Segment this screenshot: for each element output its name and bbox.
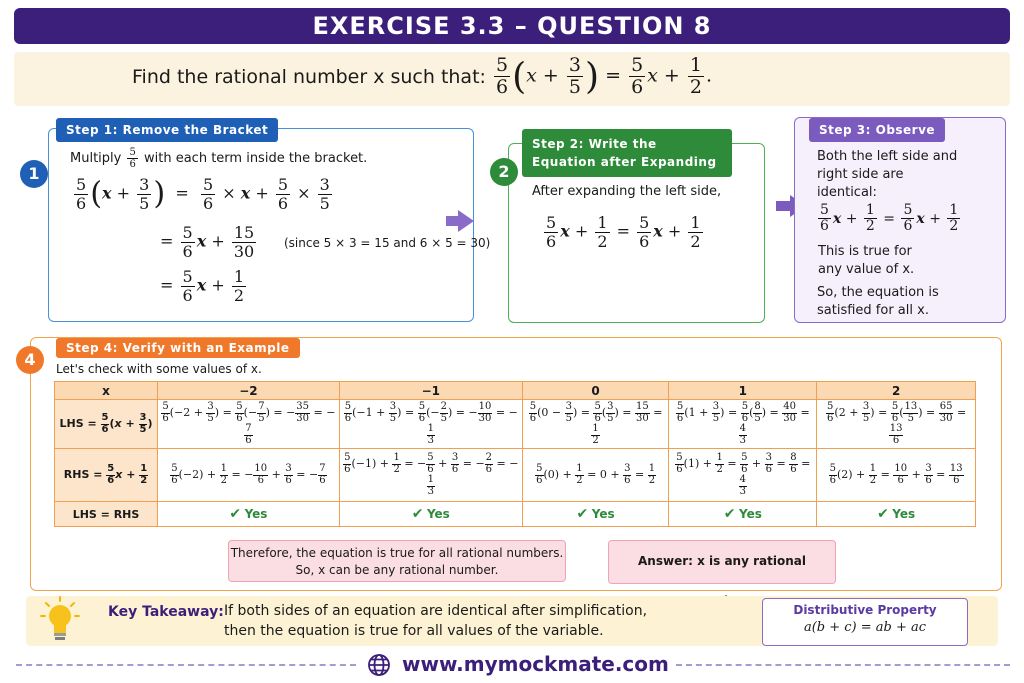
table-cell: ✔ Yes	[669, 502, 817, 527]
step3-line1: Both the left side and right side are identical:	[817, 149, 958, 200]
step3-line2: This is true for any value of x.	[818, 244, 915, 277]
step1-note: (since 5 × 3 = 15 and 6 × 5 = 30)	[284, 236, 491, 250]
problem-text: Find the rational number x such that:	[132, 66, 486, 88]
table-cell: $\frac{5}{6}$ (1 + $\frac{3}{5}$ ) = $\frac{5}{6}$ ( $\frac{8}{5}$ ) = $\frac{40}{30}$ = $\frac{4}{3}$	[669, 400, 817, 449]
table-header: −1	[339, 382, 522, 400]
table-cell: $\frac{5}{6}$ (−2 + $\frac{3}{5}$ ) = $\frac{5}{6}$ (− $\frac{7}{5}$ ) = − $\frac{35}{30}$ = − $\frac{7}{6}$	[158, 400, 340, 449]
table-cell: $\frac{5}{6}$ (−2) + $\frac{1}{2}$ = − $\frac{10}{6}$ + $\frac{3}{6}$ = − $\frac{7}{6}$	[158, 449, 340, 502]
arrow-right-icon	[776, 201, 791, 211]
check-icon: ✔	[723, 506, 736, 522]
table-header: 1	[669, 382, 817, 400]
step2-title: Step 2: Write the Equation after Expanding	[522, 129, 732, 177]
page-title: EXERCISE 3.3 – QUESTION 8	[14, 8, 1010, 44]
globe-icon	[367, 653, 391, 677]
footer-divider	[676, 664, 1010, 666]
table-cell: ✔ Yes	[522, 502, 669, 527]
table-cell: $\frac{5}{6}$ (2) + $\frac{1}{2}$ = $\frac{10}{6}$ + $\frac{3}{6}$ = $\frac{13}{6}$	[817, 449, 976, 502]
step1-expansion-line2: = $\frac{5}{6}$ x + $\frac{15}{30}$	[160, 223, 255, 261]
conclusion-line2: So, x can be any rational number.	[295, 563, 499, 577]
table-cell: $\frac{5}{6}$ (1) + $\frac{1}{2}$ = $\frac{5}{6}$ + $\frac{3}{6}$ = $\frac{8}{6}$ = $\frac{4}{3}$	[669, 449, 817, 502]
step4-number-badge: 4	[16, 346, 44, 374]
check-icon: ✔	[411, 506, 424, 522]
step4-title: Step 4: Verify with an Example	[56, 338, 300, 358]
takeaway-text-line2: then the equation is true for all values of the variable.	[224, 623, 604, 639]
step3-title: Step 3: Observe	[809, 118, 945, 142]
eq-row-label: LHS = RHS	[55, 502, 158, 527]
conclusion-line1: Therefore, the equation is true for all rational numbers.	[230, 546, 564, 560]
verification-table	[54, 381, 976, 527]
table-cell: ✔ Yes	[817, 502, 976, 527]
answer-box: Answer: x is any rational	[608, 540, 836, 584]
table-cell: $\frac{5}{6}$ (−1 + $\frac{3}{5}$ ) = $\frac{5}{6}$ (− $\frac{2}{5}$ ) = − $\frac{10}{30}$ = − $\frac{1}{3}$	[339, 400, 522, 449]
step1-expansion-line3: = $\frac{5}{6}$ x + $\frac{1}{2}$	[160, 267, 244, 305]
table-header: −2	[158, 382, 340, 400]
table-cell: ✔ Yes	[158, 502, 340, 527]
step1-number-badge: 1	[20, 160, 48, 188]
problem-panel	[14, 52, 1010, 106]
table-header: 0	[522, 382, 669, 400]
distributive-property-title: Distributive Property	[793, 603, 937, 617]
step4-intro: Let's check with some values of x.	[56, 362, 262, 376]
step3-line3: So, the equation is satisfied for all x.	[817, 285, 939, 318]
table-cell: $\frac{5}{6}$ (0 − $\frac{3}{5}$ ) = $\frac{5}{6}$ ( $\frac{3}{5}$ ) = $\frac{15}{30}$ = $\frac{1}{2}$	[522, 400, 669, 449]
table-cell: ✔ Yes	[339, 502, 522, 527]
takeaway-label: Key Takeaway:	[108, 604, 224, 620]
table-row	[55, 449, 976, 502]
step2-number-badge: 2	[490, 158, 518, 186]
check-icon: ✔	[576, 506, 589, 522]
rhs-row-label: RHS = $\frac{5}{6}$ x + $\frac{1}{2}$	[55, 449, 158, 502]
problem-equation: $\frac{5}{6}$ (x + $\frac{3}{5}$ ) = $\frac{5}{6}$ x + $\frac{1}{2}$ .	[496, 54, 713, 98]
check-icon: ✔	[877, 506, 889, 522]
table-cell: $\frac{5}{6}$ (2 + $\frac{3}{5}$ ) = $\frac{5}{6}$ ( $\frac{13}{5}$ ) = $\frac{65}{30}$ = $\frac{13}{6}$	[817, 400, 976, 449]
distributive-property-formula: a(b + c) = ab + ac	[803, 620, 927, 635]
takeaway-text-line1: If both sides of an equation are identical after simplification,	[224, 603, 648, 619]
step1-title: Step 1: Remove the Bracket	[56, 118, 278, 142]
footer-divider	[16, 664, 356, 666]
table-header: 2	[817, 382, 976, 400]
step1-intro: Multiply $\frac{5}{6}$ with each term inside the bracket.	[70, 147, 368, 170]
step3-equation: $\frac{5}{6}$ x + $\frac{1}{2}$ = $\frac{5}{6}$ x + $\frac{1}{2}$	[820, 202, 959, 235]
check-icon: ✔	[229, 506, 242, 522]
arrow-right-icon	[458, 210, 474, 232]
table-header: x	[55, 382, 158, 400]
step2-equation: $\frac{5}{6}$ x + $\frac{1}{2}$ = $\frac{5}{6}$ x + $\frac{1}{2}$	[546, 213, 701, 251]
lightbulb-icon	[40, 596, 80, 644]
distributive-property-card	[762, 598, 968, 646]
table-row	[55, 400, 976, 449]
table-row	[55, 502, 976, 527]
footer-url[interactable]: www.mymockmate.com	[402, 652, 669, 676]
conclusion-box	[228, 540, 566, 582]
lhs-row-label: LHS = $\frac{5}{6}$ (x + $\frac{3}{5}$ )	[55, 400, 158, 449]
table-cell: $\frac{5}{6}$ (0) + $\frac{1}{2}$ = 0 + $\frac{3}{6}$ = $\frac{1}{2}$	[522, 449, 669, 502]
step2-intro: After expanding the left side,	[532, 184, 722, 199]
table-cell: $\frac{5}{6}$ (−1) + $\frac{1}{2}$ = − $\frac{5}{6}$ + $\frac{3}{6}$ = − $\frac{2}{6}$ = − $\frac{1}{3}$	[339, 449, 522, 502]
step1-expansion-line1: $\frac{5}{6}$ (x + $\frac{3}{5}$ ) = $\frac{5}{6}$ × x + $\frac{5}{6}$ × $\frac{3}{5}$	[76, 175, 330, 213]
